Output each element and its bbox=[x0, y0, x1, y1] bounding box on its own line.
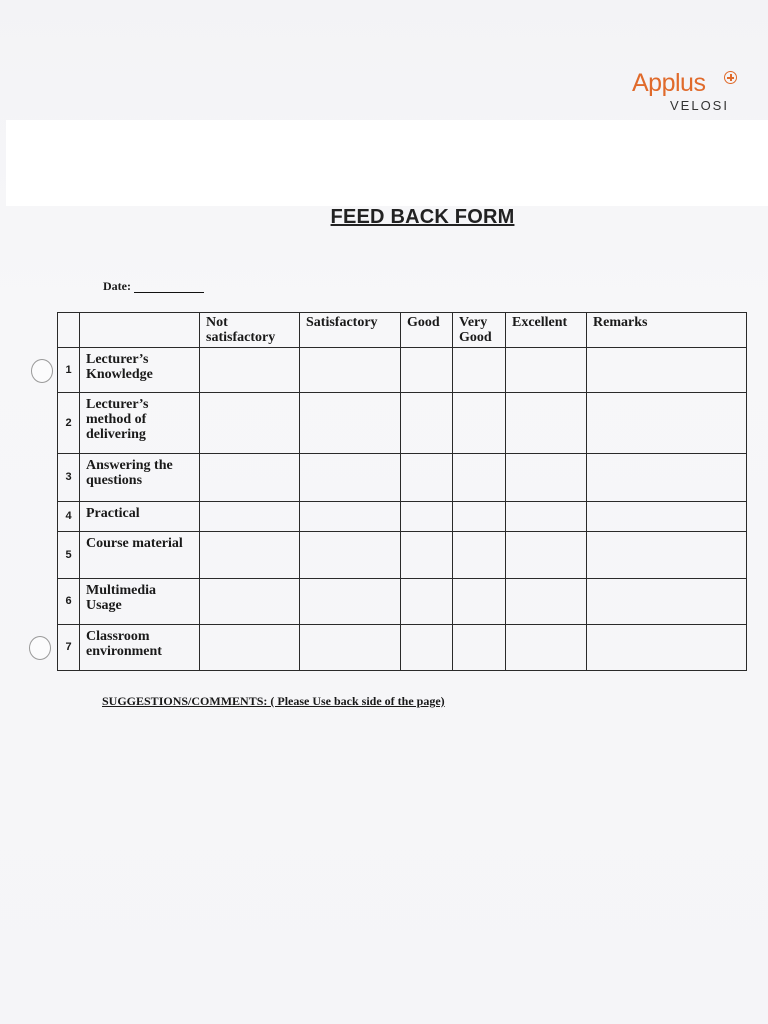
cell-good[interactable] bbox=[401, 454, 453, 502]
redacted-area bbox=[6, 120, 768, 206]
cell-satisfactory[interactable] bbox=[300, 502, 401, 532]
cell-satisfactory[interactable] bbox=[300, 454, 401, 502]
header-good: Good bbox=[401, 313, 453, 348]
row-criterion: Lecturer’s Knowledge bbox=[80, 348, 200, 393]
row-number: 2 bbox=[58, 393, 80, 454]
logo-subtitle: VELOSI bbox=[670, 98, 729, 113]
cell-satisfactory[interactable] bbox=[300, 625, 401, 671]
date-field-line[interactable] bbox=[134, 292, 204, 293]
row-number: 1 bbox=[58, 348, 80, 393]
cell-very-good[interactable] bbox=[453, 502, 506, 532]
cell-satisfactory[interactable] bbox=[300, 393, 401, 454]
row-number: 5 bbox=[58, 532, 80, 579]
cell-very-good[interactable] bbox=[453, 348, 506, 393]
table-row bbox=[58, 502, 747, 532]
cell-remarks[interactable] bbox=[587, 579, 747, 625]
table-row bbox=[58, 348, 747, 393]
cell-excellent[interactable] bbox=[506, 532, 587, 579]
feedback-table bbox=[57, 312, 747, 671]
logo-wordmark: Applus bbox=[632, 69, 706, 97]
cell-very-good[interactable] bbox=[453, 532, 506, 579]
cell-not-satisfactory[interactable] bbox=[200, 532, 300, 579]
row-number: 6 bbox=[58, 579, 80, 625]
table-row bbox=[58, 579, 747, 625]
row-criterion: Multimedia Usage bbox=[80, 579, 200, 625]
cell-good[interactable] bbox=[401, 348, 453, 393]
cell-satisfactory[interactable] bbox=[300, 532, 401, 579]
cell-very-good[interactable] bbox=[453, 454, 506, 502]
row-criterion: Classroom environment bbox=[80, 625, 200, 671]
header-num bbox=[58, 313, 80, 348]
header-criterion bbox=[80, 313, 200, 348]
cell-good[interactable] bbox=[401, 393, 453, 454]
applus-velosi-logo bbox=[632, 68, 742, 118]
table-row bbox=[58, 625, 747, 671]
header-satisfactory: Satisfactory bbox=[300, 313, 401, 348]
header-remarks: Remarks bbox=[587, 313, 747, 348]
cell-very-good[interactable] bbox=[453, 625, 506, 671]
row-number: 7 bbox=[58, 625, 80, 671]
table-row bbox=[58, 532, 747, 579]
cell-remarks[interactable] bbox=[587, 625, 747, 671]
cell-not-satisfactory[interactable] bbox=[200, 454, 300, 502]
header-very-good: Very Good bbox=[453, 313, 506, 348]
cell-remarks[interactable] bbox=[587, 454, 747, 502]
row-criterion: Practical bbox=[80, 502, 200, 532]
cell-excellent[interactable] bbox=[506, 579, 587, 625]
cell-satisfactory[interactable] bbox=[300, 579, 401, 625]
cell-remarks[interactable] bbox=[587, 393, 747, 454]
row-criterion: Answering the questions bbox=[80, 454, 200, 502]
cell-good[interactable] bbox=[401, 579, 453, 625]
table-row bbox=[58, 393, 747, 454]
punch-hole-top bbox=[31, 359, 53, 383]
cell-good[interactable] bbox=[401, 625, 453, 671]
punch-hole-bottom bbox=[29, 636, 51, 660]
cell-very-good[interactable] bbox=[453, 393, 506, 454]
cell-satisfactory[interactable] bbox=[300, 348, 401, 393]
row-number: 4 bbox=[58, 502, 80, 532]
logo-plus-icon bbox=[724, 71, 737, 84]
table-row bbox=[58, 454, 747, 502]
cell-remarks[interactable] bbox=[587, 348, 747, 393]
table-header-row bbox=[58, 313, 747, 348]
form-title: FEED BACK FORM bbox=[330, 206, 515, 228]
suggestions-comments-label: SUGGESTIONS/COMMENTS: ( Please Use back side of the page) bbox=[102, 694, 445, 708]
cell-not-satisfactory[interactable] bbox=[200, 579, 300, 625]
cell-very-good[interactable] bbox=[453, 579, 506, 625]
row-number: 3 bbox=[58, 454, 80, 502]
date-label: Date: bbox=[103, 279, 131, 293]
cell-not-satisfactory[interactable] bbox=[200, 502, 300, 532]
cell-remarks[interactable] bbox=[587, 502, 747, 532]
cell-excellent[interactable] bbox=[506, 502, 587, 532]
header-excellent: Excellent bbox=[506, 313, 587, 348]
cell-excellent[interactable] bbox=[506, 393, 587, 454]
cell-remarks[interactable] bbox=[587, 532, 747, 579]
cell-excellent[interactable] bbox=[506, 625, 587, 671]
cell-excellent[interactable] bbox=[506, 454, 587, 502]
cell-not-satisfactory[interactable] bbox=[200, 348, 300, 393]
cell-good[interactable] bbox=[401, 502, 453, 532]
header-not-satisfactory: Not satisfactory bbox=[200, 313, 300, 348]
row-criterion: Course material bbox=[80, 532, 200, 579]
cell-good[interactable] bbox=[401, 532, 453, 579]
cell-not-satisfactory[interactable] bbox=[200, 393, 300, 454]
row-criterion: Lecturer’s method of delivering bbox=[80, 393, 200, 454]
cell-excellent[interactable] bbox=[506, 348, 587, 393]
cell-not-satisfactory[interactable] bbox=[200, 625, 300, 671]
